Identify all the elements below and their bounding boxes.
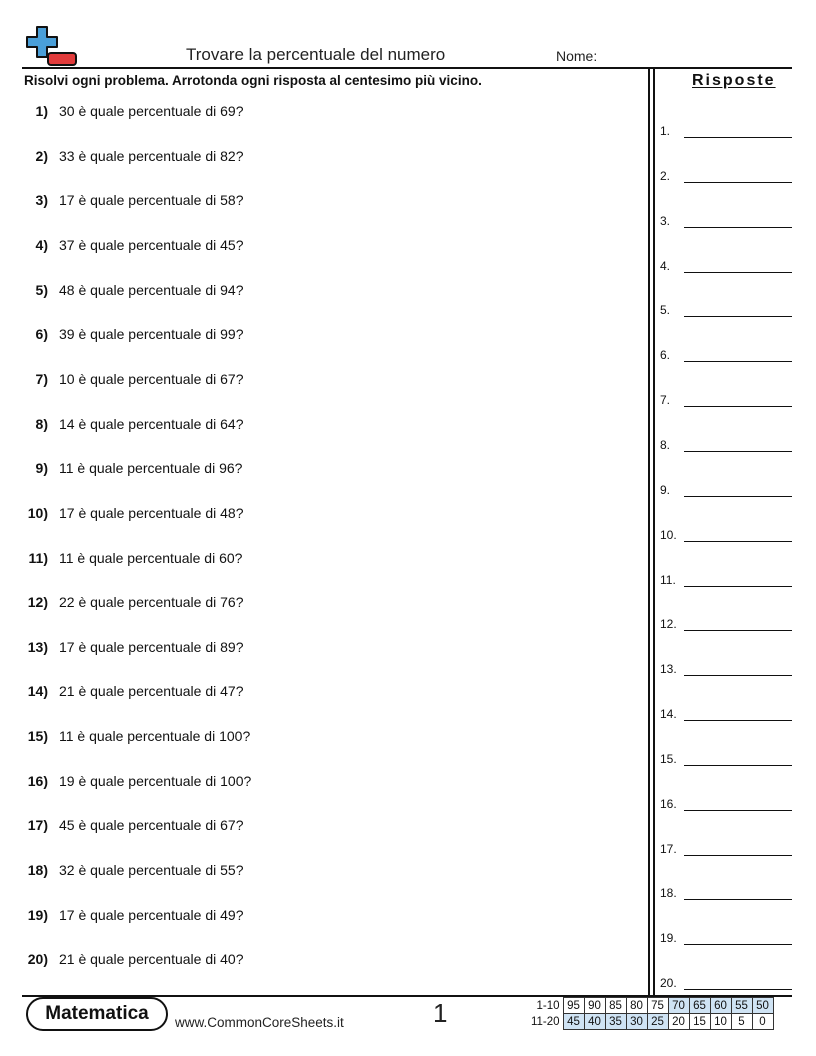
problem-item: [0, 192, 620, 212]
answer-item: [660, 214, 792, 232]
answer-blank-line[interactable]: [684, 316, 792, 317]
answer-item: [660, 752, 792, 770]
answer-item: [660, 483, 792, 501]
answer-item: [660, 797, 792, 815]
answer-blank-line[interactable]: [684, 361, 792, 362]
subject-badge: Matematica: [26, 997, 168, 1031]
answer-number: 10.: [660, 527, 677, 542]
problem-text: 22 è quale percentuale di 76?: [59, 594, 244, 611]
problem-text: 37 è quale percentuale di 45?: [59, 236, 244, 253]
answer-blank-line[interactable]: [684, 810, 792, 811]
answer-number: 15.: [660, 751, 677, 766]
problem-text: 17 è quale percentuale di 48?: [59, 504, 244, 521]
answer-number: 2.: [660, 168, 671, 183]
answer-blank-line[interactable]: [684, 272, 792, 273]
problem-text: 19 è quale percentuale di 100?: [59, 772, 252, 789]
answer-number: 9.: [660, 482, 671, 497]
problem-text: 14 è quale percentuale di 64?: [59, 415, 244, 432]
problem-number: 16): [27, 772, 48, 789]
answers-title: Risposte: [692, 72, 776, 89]
answer-blank-line[interactable]: [684, 675, 792, 676]
score-range-label: 1-10: [536, 999, 560, 1012]
answer-blank-line[interactable]: [684, 182, 792, 183]
problem-number: 3): [35, 192, 48, 209]
score-cell: 40: [584, 1014, 605, 1030]
score-cell: 50: [752, 998, 773, 1014]
answer-item: [660, 662, 792, 680]
answer-number: 14.: [660, 707, 677, 722]
problem-text: 17 è quale percentuale di 58?: [59, 192, 244, 209]
problem-item: [0, 103, 620, 123]
problem-number: 17): [27, 817, 48, 834]
problem-item: [0, 326, 620, 346]
answer-item: [660, 931, 792, 949]
answer-item: [660, 617, 792, 635]
score-cell: 30: [626, 1014, 647, 1030]
score-range-label: 11-20: [530, 1015, 560, 1028]
problem-item: [0, 550, 620, 570]
site-url: www.CommonCoreSheets.it: [175, 1015, 344, 1030]
problem-item: [0, 907, 620, 927]
answer-item: [660, 528, 792, 546]
problem-number: 10): [27, 504, 48, 521]
answer-number: 3.: [660, 213, 671, 228]
problem-item: [0, 951, 620, 971]
answer-blank-line[interactable]: [684, 451, 792, 452]
problem-text: 10 è quale percentuale di 67?: [59, 370, 244, 387]
score-cell: 55: [731, 998, 752, 1014]
problem-number: 18): [27, 862, 48, 879]
problem-item: [0, 148, 620, 168]
score-cell: 60: [710, 998, 731, 1014]
problem-item: [0, 237, 620, 257]
problem-item: [0, 282, 620, 302]
problem-number: 15): [27, 728, 48, 745]
answer-blank-line[interactable]: [684, 720, 792, 721]
answer-number: 13.: [660, 662, 677, 677]
answer-item: [660, 259, 792, 277]
problem-text: 33 è quale percentuale di 82?: [59, 147, 244, 164]
answer-number: 19.: [660, 931, 677, 946]
problem-text: 21 è quale percentuale di 47?: [59, 683, 244, 700]
score-cell: 25: [647, 1014, 668, 1030]
answer-item: [660, 303, 792, 321]
score-cell: 10: [710, 1014, 731, 1030]
problem-number: 9): [35, 460, 48, 477]
problem-number: 14): [27, 683, 48, 700]
answer-blank-line[interactable]: [684, 406, 792, 407]
answer-blank-line[interactable]: [684, 137, 792, 138]
answer-number: 17.: [660, 841, 677, 856]
answer-blank-line[interactable]: [684, 630, 792, 631]
problem-item: [0, 505, 620, 525]
column-divider: [653, 69, 655, 996]
answer-blank-line[interactable]: [684, 944, 792, 945]
problem-text: 48 è quale percentuale di 94?: [59, 281, 244, 298]
problem-text: 45 è quale percentuale di 67?: [59, 817, 244, 834]
score-cell: 5: [731, 1014, 752, 1030]
score-row: [527, 1014, 773, 1030]
answer-blank-line[interactable]: [684, 227, 792, 228]
problem-item: [0, 416, 620, 436]
score-cell: 65: [689, 998, 710, 1014]
answer-number: 20.: [660, 976, 677, 991]
page-number: 1: [433, 998, 448, 1028]
problem-number: 4): [35, 236, 48, 253]
problem-text: 39 è quale percentuale di 99?: [59, 326, 244, 343]
score-cell: 80: [626, 998, 647, 1014]
score-cell: 45: [563, 1014, 584, 1030]
problem-text: 11 è quale percentuale di 100?: [59, 728, 251, 745]
header-divider: [22, 67, 792, 69]
score-cell: 75: [647, 998, 668, 1014]
problem-item: [0, 594, 620, 614]
answer-blank-line[interactable]: [684, 855, 792, 856]
problem-item: [0, 371, 620, 391]
score-table: [527, 997, 774, 1030]
answer-item: [660, 573, 792, 591]
problem-number: 1): [35, 103, 48, 119]
problem-number: 19): [27, 906, 48, 923]
problem-number: 11): [28, 549, 48, 566]
answer-item: [660, 707, 792, 725]
answer-item: [660, 976, 792, 994]
problem-number: 6): [35, 326, 48, 343]
plus-minus-logo-icon: [24, 25, 80, 67]
problem-text: 17 è quale percentuale di 49?: [59, 906, 244, 923]
problem-text: 30 è quale percentuale di 69?: [59, 103, 244, 119]
answer-number: 4.: [660, 258, 671, 273]
score-row: [527, 998, 773, 1014]
problem-text: 11 è quale percentuale di 96?: [59, 460, 243, 477]
answer-number: 5.: [660, 303, 671, 318]
problem-item: [0, 460, 620, 480]
problem-text: 11 è quale percentuale di 60?: [59, 549, 243, 566]
answer-number: 1.: [660, 124, 671, 138]
problem-number: 12): [27, 594, 48, 611]
problem-number: 20): [27, 951, 48, 968]
answer-number: 18.: [660, 886, 677, 901]
problem-text: 21 è quale percentuale di 40?: [59, 951, 244, 968]
answer-blank-line[interactable]: [684, 496, 792, 497]
score-cell: 90: [584, 998, 605, 1014]
problem-number: 5): [35, 281, 48, 298]
answer-item: [660, 169, 792, 187]
answer-blank-line[interactable]: [684, 586, 792, 587]
problem-text: 17 è quale percentuale di 89?: [59, 638, 244, 655]
answer-blank-line[interactable]: [684, 541, 792, 542]
score-cell: 85: [605, 998, 626, 1014]
problem-item: [0, 639, 620, 659]
answer-item: [660, 393, 792, 411]
answer-number: 6.: [660, 348, 671, 363]
score-cell: 35: [605, 1014, 626, 1030]
problem-item: [0, 683, 620, 703]
problem-number: 2): [35, 147, 48, 164]
problem-item: [0, 817, 620, 837]
answer-item: [660, 842, 792, 860]
answer-number: 7.: [660, 393, 671, 408]
problem-item: [0, 728, 620, 748]
answer-item: [660, 886, 792, 904]
name-label: Nome:: [556, 48, 598, 64]
answer-number: 16.: [660, 796, 677, 811]
answer-blank-line[interactable]: [684, 989, 792, 990]
page-title: Trovare la percentuale del numero: [186, 45, 446, 64]
answer-blank-line[interactable]: [684, 899, 792, 900]
answer-number: 8.: [660, 437, 671, 452]
problem-number: 8): [35, 415, 48, 432]
score-cell: 15: [689, 1014, 710, 1030]
answer-number: 12.: [660, 617, 677, 632]
problem-item: [0, 862, 620, 882]
answer-number: 11.: [660, 572, 676, 587]
problem-item: [0, 773, 620, 793]
answer-blank-line[interactable]: [684, 765, 792, 766]
score-cell: 20: [668, 1014, 689, 1030]
score-cell: 95: [563, 998, 584, 1014]
problem-text: 32 è quale percentuale di 55?: [59, 862, 244, 879]
column-divider: [648, 69, 650, 996]
answer-item: [660, 124, 792, 142]
problem-number: 7): [35, 370, 48, 387]
answer-item: [660, 438, 792, 456]
instructions: Risolvi ogni problema. Arrotonda ogni risposta al centesimo più vicino.: [24, 73, 482, 88]
score-cell: 70: [668, 998, 689, 1014]
score-cell: 0: [752, 1014, 773, 1030]
problem-number: 13): [27, 638, 48, 655]
answer-item: [660, 348, 792, 366]
